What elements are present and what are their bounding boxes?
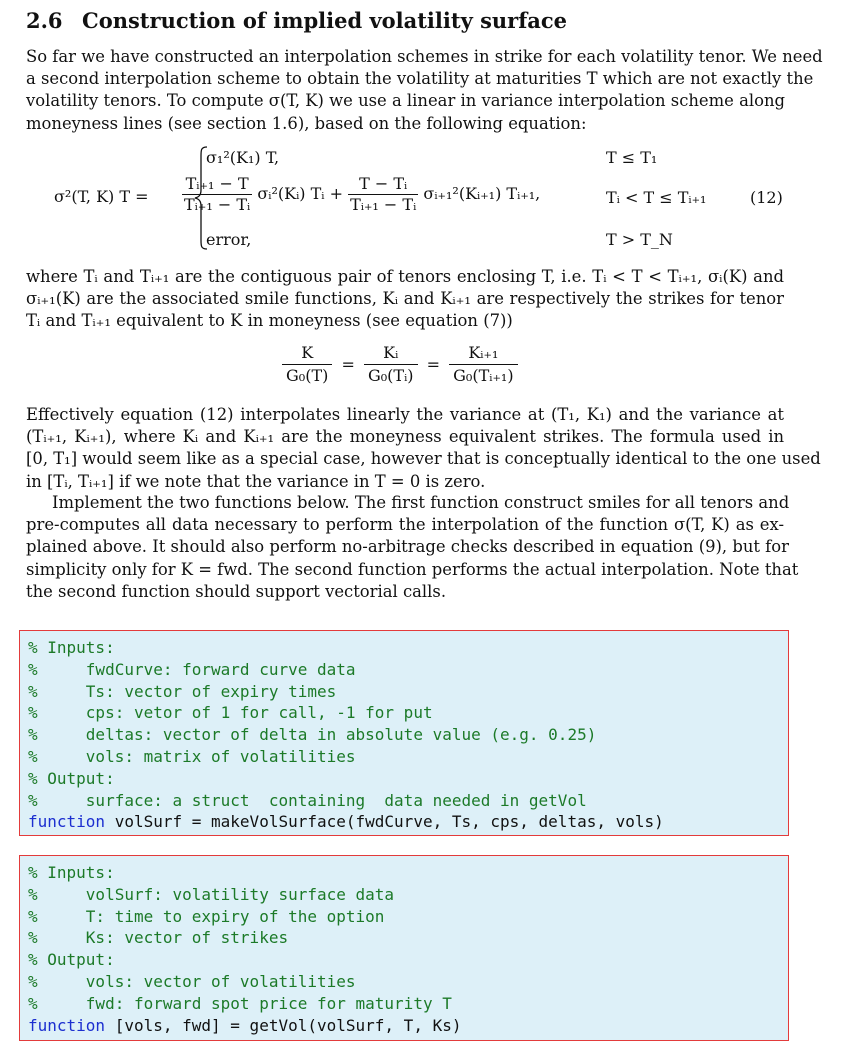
- code1-function-line: [28, 811, 788, 833]
- eq12-case-3-cond: T > T_N: [606, 230, 673, 249]
- implement-line-1: Implement the two functions below. The first function construct smiles for all tenors and: [52, 493, 790, 512]
- eq12-frac-2: [348, 174, 418, 215]
- code2-signature: [vols, fwd] = getVol(volSurf, T, Ks): [105, 1015, 462, 1035]
- code2-line-6: % vols: vector of volatilities: [28, 971, 356, 991]
- eq7-frac-2-num: Kᵢ: [364, 342, 418, 365]
- eq12-lhs: σ²(T, K) T =: [54, 187, 149, 206]
- code1-signature: volSurf = makeVolSurface(fwdCurve, Ts, cps, deltas, vols): [105, 812, 664, 832]
- interpolation-paragraph: [26, 404, 821, 493]
- code-block-makevolsurface[interactable]: [19, 630, 789, 836]
- section-number: 2.6: [26, 8, 63, 33]
- code2-line-1: % Inputs:: [28, 863, 115, 882]
- code-block-getvol[interactable]: [19, 855, 789, 1041]
- code2-keyword: function: [28, 1015, 106, 1035]
- eq12-frac-1-den: Tᵢ₊₁ − Tᵢ: [184, 195, 251, 214]
- eq12-frac-2-den: Tᵢ₊₁ − Tᵢ: [350, 195, 417, 214]
- eq7-frac-3: [449, 342, 517, 387]
- section-title: Construction of implied volatility surface: [82, 8, 568, 33]
- eq7-frac-2-den: G₀(Tᵢ): [367, 366, 414, 385]
- code2-line-7: % fwd: forward spot price for maturity T: [28, 993, 452, 1013]
- code1-line-1: % Inputs:: [28, 638, 115, 657]
- eq7-frac-1-num: K: [282, 342, 332, 365]
- eq7-equals-2: =: [426, 355, 441, 374]
- eq7-equals-1: =: [341, 355, 355, 374]
- implement-line-2: pre-computes all data necessary to perform the interpolation of the function σ(T, K) as ex-: [26, 515, 784, 535]
- moneyness-equation: [282, 342, 518, 387]
- tenor-paragraph: [26, 266, 784, 333]
- implement-paragraph: [26, 492, 799, 603]
- code2-line-5: % Output:: [28, 950, 115, 970]
- eq12-case-1: σ₁²(K₁) T,: [206, 148, 280, 167]
- code2-line-4: % Ks: vector of strikes: [28, 928, 289, 948]
- code1-line-7: % Output:: [28, 768, 115, 788]
- implement-line-5: the second function should support vectorial calls.: [26, 581, 447, 601]
- implement-line-3: plained above. It should also perform no-arbitrage checks described in equation (9), but for: [26, 537, 789, 557]
- interp-line-1: Effectively equation (12) interpolates linearly the variance at (T₁, K₁) and the variance at: [26, 405, 784, 424]
- eq12-case-1-cond: T ≤ T₁: [606, 148, 658, 167]
- eq12-frac-1-num: Tᵢ₊₁ − T: [182, 174, 252, 195]
- interp-line-2: (Tᵢ₊₁, Kᵢ₊₁), where Kᵢ and Kᵢ₊₁ are the moneyness equivalent strikes. The formula used in: [26, 427, 784, 447]
- intro-paragraph: [26, 46, 823, 135]
- eq7-frac-1-den: G₀(T): [286, 366, 329, 385]
- interp-line-4: in [Tᵢ, Tᵢ₊₁] if we note that the variance in T = 0 is zero.: [26, 471, 486, 491]
- eq7-frac-2: [364, 342, 418, 387]
- eq7-frac-3-num: Kᵢ₊₁: [449, 342, 517, 365]
- code2-line-3: % T: time to expiry of the option: [28, 906, 385, 926]
- code1-line-6: % vols: matrix of volatilities: [28, 746, 356, 766]
- eq7-frac-3-den: G₀(Tᵢ₊₁): [453, 366, 514, 385]
- equation-12: [26, 144, 786, 256]
- code1-line-4: % cps: vetor of 1 for call, -1 for put: [28, 703, 433, 723]
- implement-line-4: simplicity only for K = fwd. The second function performs the actual interpolation. Note that: [26, 559, 799, 579]
- tenor-line-3: Tᵢ and Tᵢ₊₁ equivalent to K in moneyness (see equation (7)): [26, 311, 513, 331]
- code1-line-8: % surface: a struct containing data needed in getVol: [28, 790, 587, 810]
- eq12-case-2-tail: σᵢ₊₁²(Kᵢ₊₁) Tᵢ₊₁,: [423, 184, 541, 203]
- tenor-line-2: σᵢ₊₁(K) are the associated smile functions, Kᵢ and Kᵢ₊₁ are respectively the strikes for tenor: [26, 289, 784, 309]
- eq12-case-3: error,: [206, 230, 252, 249]
- eq12-case-2-mid: σᵢ²(Kᵢ) Tᵢ +: [257, 184, 343, 203]
- intro-line-2: a second interpolation scheme to obtain the volatility at maturities T which are not exactly the: [26, 69, 814, 89]
- code2-function-line: [28, 1015, 788, 1037]
- eq7-frac-1: [282, 342, 332, 387]
- eq12-frac-2-num: T − Tᵢ: [348, 174, 418, 195]
- intro-line-1: So far we have constructed an interpolation schemes in strike for each volatility tenor. We need: [26, 47, 823, 66]
- eq12-frac-1: [182, 174, 252, 215]
- section-heading: [26, 8, 567, 33]
- tenor-line-1: where Tᵢ and Tᵢ₊₁ are the contiguous pair of tenors enclosing T, i.e. Tᵢ < T < Tᵢ₊₁, σᵢ(K) and: [26, 267, 784, 286]
- interp-line-3: [0, T₁] would seem like as a special case, however that is conceptually identical to the one used: [26, 449, 821, 469]
- code1-keyword: function: [28, 812, 106, 832]
- code1-line-2: % fwdCurve: forward curve data: [28, 659, 356, 679]
- intro-line-4: moneyness lines (see section 1.6), based on the following equation:: [26, 113, 587, 133]
- eq12-case-2-cond: Tᵢ < T ≤ Tᵢ₊₁: [606, 188, 707, 207]
- code1-line-3: % Ts: vector of expiry times: [28, 681, 337, 701]
- code1-line-5: % deltas: vector of delta in absolute value (e.g. 0.25): [28, 725, 597, 745]
- intro-line-3: volatility tenors. To compute σ(T, K) we use a linear in variance interpolation scheme along: [26, 91, 786, 111]
- eq12-case-2: [182, 174, 540, 215]
- code2-line-2: % volSurf: volatility surface data: [28, 884, 395, 904]
- equation-number-12: (12): [750, 188, 783, 207]
